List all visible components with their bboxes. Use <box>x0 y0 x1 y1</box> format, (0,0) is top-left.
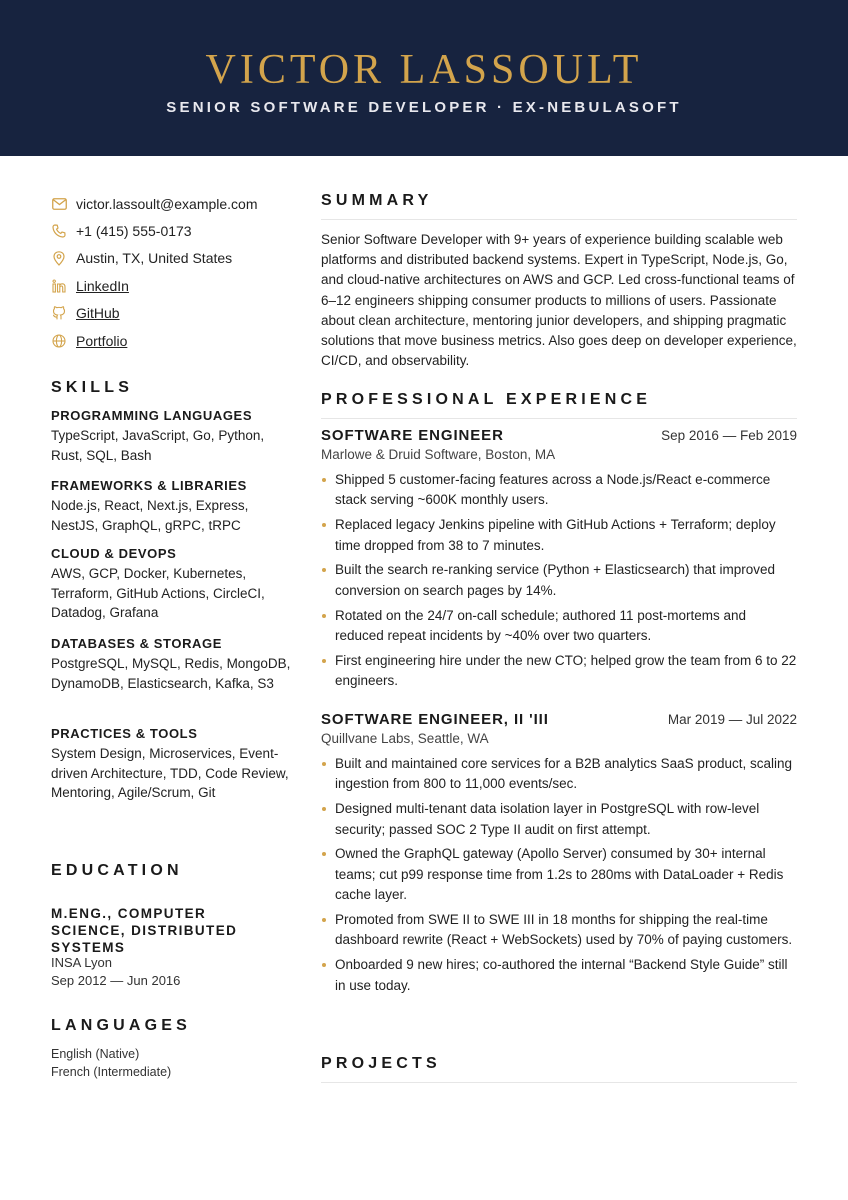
summary-text: Senior Software Developer with 9+ years of experience building scalable web platforms and distributed backend systems. Expert in TypeScript, Node.js, Go, and cloud-native architectures on AWS and GCP. Led cross-functional teams of 6–12 engineers shipping consumer products to millions of users. Passionate about clean architecture, mentoring junior developers, and shipping pragmatic solutions that move business metrics. Also goes deep on developer experience, CI/CD, and observability. <box>321 232 797 369</box>
skill-group-programming <box>51 408 296 465</box>
job-header <box>321 427 797 444</box>
contact-email[interactable] <box>51 190 291 217</box>
portfolio-link: Portfolio <box>76 332 128 349</box>
skill-group-heading: PROGRAMMING LANGUAGES <box>51 408 253 423</box>
skill-group-items: TypeScript, JavaScript, Go, Python, Rust, SQL, Bash <box>51 428 265 463</box>
bullet-dot <box>322 614 326 618</box>
skill-group-heading: CLOUD & DEVOPS <box>51 546 177 561</box>
bullet-item <box>321 560 797 601</box>
bullet-dot <box>322 762 326 766</box>
job-bullets <box>321 754 797 1000</box>
language-item: French (Intermediate) <box>51 1065 172 1079</box>
contact-portfolio[interactable] <box>51 327 291 354</box>
contact-location <box>51 245 291 272</box>
job-title: SOFTWARE ENGINEER, II 'III <box>321 711 549 728</box>
bullet-text: Shipped 5 customer-facing features across a Node.js/React e-commerce stack serving ~600K monthly users. <box>335 472 771 508</box>
bullet-item <box>321 844 797 905</box>
skill-group-practices <box>51 726 296 803</box>
bullet-text: Rotated on the 24/7 on-call schedule; authored 11 post-mortems and reduced repeat incidents by ~40% over two quarters. <box>335 607 747 644</box>
candidate-tagline: SENIOR SOFTWARE DEVELOPER · EX-NEBULASOFT <box>166 99 682 116</box>
projects-section-header <box>321 1054 797 1083</box>
experience-section-header <box>321 390 797 419</box>
education-dates: Sep 2012 — Jun 2016 <box>51 973 181 988</box>
job-dates: Mar 2019 — Jul 2022 <box>667 712 797 727</box>
bullet-dot <box>322 478 326 482</box>
bullet-text: Replaced legacy Jenkins pipeline with GitHub Actions + Terraform; deploy time dropped from 38 to 7 minutes. <box>335 517 776 553</box>
summary-heading: SUMMARY <box>321 192 433 209</box>
bullet-item <box>321 955 797 996</box>
resume-header <box>0 0 848 156</box>
contact-email-text: victor.lassoult@example.com <box>76 195 258 212</box>
summary-section-header <box>321 191 797 220</box>
skill-group-heading: FRAMEWORKS & LIBRARIES <box>51 478 247 493</box>
bullet-item <box>321 754 797 795</box>
job-title: SOFTWARE ENGINEER <box>321 427 504 444</box>
linkedin-icon <box>51 278 67 294</box>
job-company: Quillvane Labs, Seattle, WA <box>321 731 489 746</box>
github-icon <box>51 305 67 321</box>
education-degree: M.ENG., COMPUTER SCIENCE, DISTRIBUTED SYSTEMS <box>51 906 238 955</box>
bullet-dot <box>322 918 326 922</box>
bullet-text: Owned the GraphQL gateway (Apollo Server) consumed by 30+ internal teams; cut p99 response time from 1.2s to 280ms with DataLoader + Redis cache layer. <box>335 846 784 903</box>
job-bullets <box>321 470 797 696</box>
contact-phone[interactable] <box>51 217 291 244</box>
left-column <box>51 190 291 1079</box>
candidate-name: VICTOR LASSOULT <box>205 47 643 93</box>
projects-heading: PROJECTS <box>321 1055 441 1072</box>
skill-group-cloud <box>51 546 296 623</box>
education-school: INSA Lyon <box>51 955 112 970</box>
contact-github[interactable] <box>51 300 291 327</box>
linkedin-link: LinkedIn <box>76 277 129 294</box>
bullet-dot <box>322 659 326 663</box>
languages-heading: LANGUAGES <box>51 1017 192 1034</box>
bullet-dot <box>322 852 326 856</box>
skills-heading: SKILLS <box>51 379 134 396</box>
bullet-dot <box>322 963 326 967</box>
bullet-text: Promoted from SWE II to SWE III in 18 months for shipping the real-time dashboard rewrite (React + WebSockets) used by 70% of paying customers. <box>335 912 793 948</box>
skill-group-items: Node.js, React, Next.js, Express, NestJS, GraphQL, gRPC, tRPC <box>51 498 249 533</box>
bullet-dot <box>322 523 326 527</box>
section-divider <box>321 219 797 220</box>
section-divider <box>321 418 797 419</box>
job-company: Marlowe & Druid Software, Boston, MA <box>321 447 556 462</box>
bullet-text: Built the search re-ranking service (Python + Elasticsearch) that improved conversion on search pages by 14%. <box>335 562 776 598</box>
bullet-item <box>321 515 797 556</box>
skill-group-items: PostgreSQL, MySQL, Redis, MongoDB, DynamoDB, Elasticsearch, Kafka, S3 <box>51 656 291 691</box>
contact-linkedin[interactable] <box>51 272 291 299</box>
skill-group-databases <box>51 636 296 693</box>
skill-group-frameworks <box>51 478 296 535</box>
contact-phone-text: +1 (415) 555-0173 <box>76 223 192 240</box>
contact-list <box>51 190 291 354</box>
experience-heading: PROFESSIONAL EXPERIENCE <box>321 391 652 408</box>
bullet-dot <box>322 568 326 572</box>
bullet-text: Designed multi-tenant data isolation layer in PostgreSQL with row-level security; passed SOC 2 Type II audit on first attempt. <box>335 801 760 837</box>
bullet-item <box>321 799 797 840</box>
bullet-item <box>321 910 797 951</box>
skill-group-heading: PRACTICES & TOOLS <box>51 726 198 741</box>
bullet-text: First engineering hire under the new CTO; helped grow the team from 6 to 22 engineers. <box>335 652 797 689</box>
bullet-item <box>321 470 797 511</box>
bullet-item <box>321 651 797 692</box>
section-divider <box>321 1082 797 1083</box>
bullet-item <box>321 606 797 647</box>
bullet-text: Onboarded 9 new hires; co-authored the internal “Backend Style Guide” still in use today. <box>335 957 788 993</box>
github-link: GitHub <box>76 305 120 322</box>
skill-group-items: System Design, Microservices, Event-driven Architecture, TDD, Code Review, Mentoring, Agile/Scrum, Git <box>51 746 289 801</box>
job-dates: Sep 2016 — Feb 2019 <box>661 428 797 443</box>
phone-icon <box>51 223 67 239</box>
mail-icon <box>51 196 67 212</box>
job-header <box>321 711 797 728</box>
bullet-text: Built and maintained core services for a B2B analytics SaaS product, scaling ingestion from 800 to 11,000 events/sec. <box>335 756 792 792</box>
language-item: English (Native) <box>51 1047 140 1061</box>
contact-location-text: Austin, TX, United States <box>76 250 233 267</box>
location-pin-icon <box>51 250 67 266</box>
skill-group-items: AWS, GCP, Docker, Kubernetes, Terraform, GitHub Actions, CircleCI, Datadog, Grafana <box>51 566 265 621</box>
bullet-dot <box>322 807 326 811</box>
education-heading: EDUCATION <box>51 862 183 879</box>
globe-icon <box>51 333 67 349</box>
skill-group-heading: DATABASES & STORAGE <box>51 636 223 651</box>
